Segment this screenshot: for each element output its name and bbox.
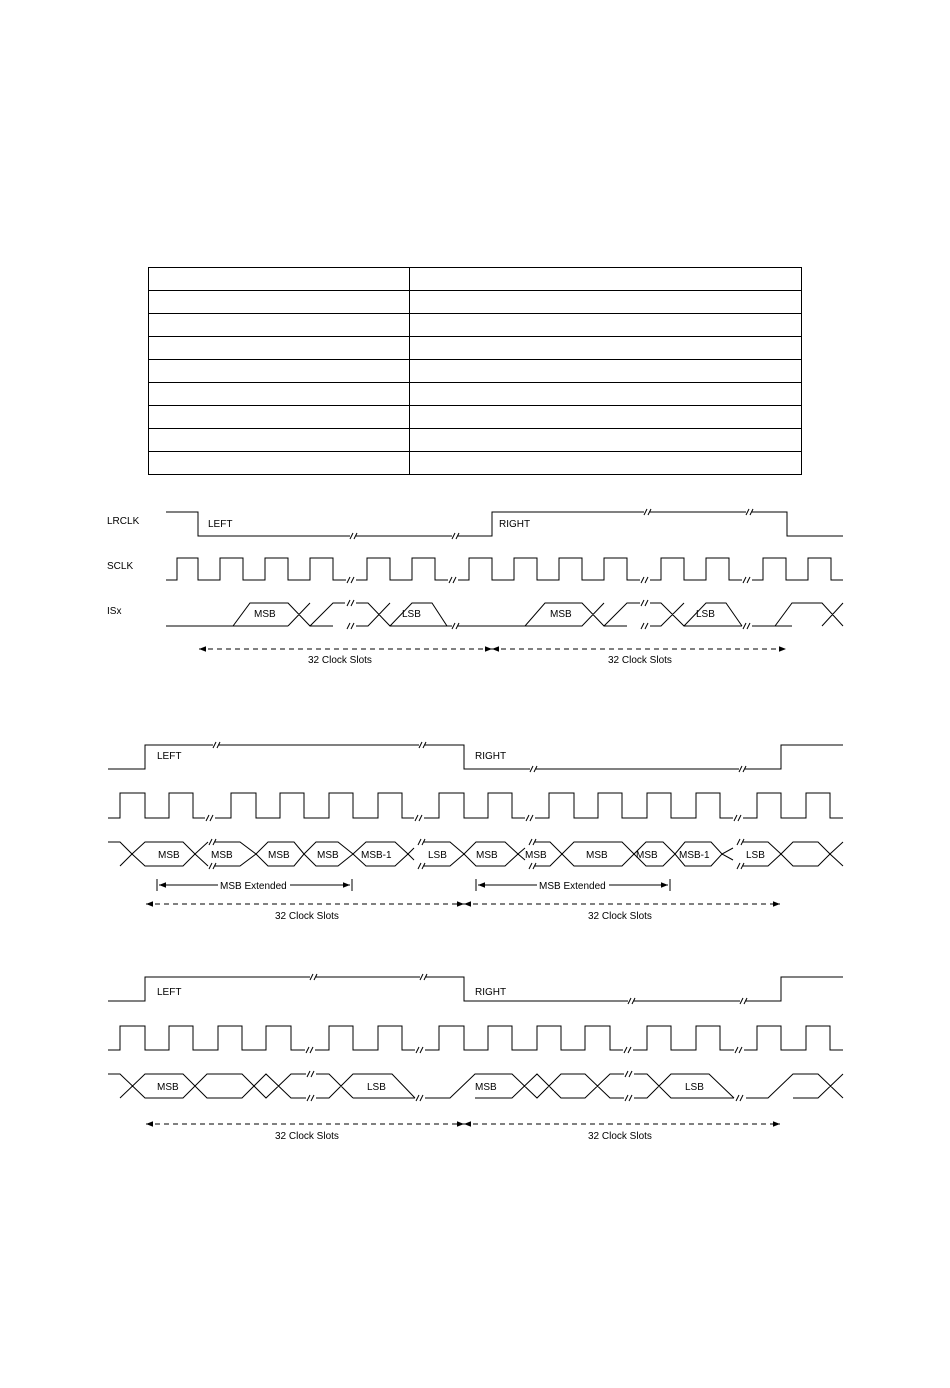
d2-left-data-5: LSB bbox=[428, 850, 447, 861]
d2-right-data-2: MSB bbox=[586, 850, 608, 861]
d3-left-msb: MSB bbox=[157, 1082, 179, 1093]
d3-left-label: LEFT bbox=[157, 987, 182, 998]
diagram-3 bbox=[108, 974, 843, 1142]
d2-left-span-label: 32 Clock Slots bbox=[275, 911, 339, 922]
d1-left-msb: MSB bbox=[254, 609, 276, 620]
d3-left-span-label: 32 Clock Slots bbox=[275, 1131, 339, 1142]
lrclk-left-label: LEFT bbox=[208, 519, 233, 530]
d3-right-lsb: LSB bbox=[685, 1082, 704, 1093]
d3-right-msb: MSB bbox=[475, 1082, 497, 1093]
d2-right-data-0: MSB bbox=[476, 850, 498, 861]
sclk-label: SCLK bbox=[107, 561, 134, 572]
d2-left-data-2: MSB bbox=[268, 850, 290, 861]
d2-right-label: RIGHT bbox=[475, 751, 507, 762]
d2-right-span-label: 32 Clock Slots bbox=[588, 911, 652, 922]
d2-left-data-3: MSB bbox=[317, 850, 339, 861]
d3-right-span-label: 32 Clock Slots bbox=[588, 1131, 652, 1142]
lrclk-break-marks bbox=[350, 509, 753, 539]
lrclk-right-label: RIGHT bbox=[499, 519, 531, 530]
d3-lrclk-break-marks bbox=[310, 974, 747, 1004]
isx-label: ISx bbox=[107, 606, 122, 617]
d1-left-lsb: LSB bbox=[402, 609, 421, 620]
d2-msb-extended-left-label: MSB Extended bbox=[220, 881, 287, 892]
d2-right-data-4: MSB-1 bbox=[679, 850, 710, 861]
d2-left-data-1: MSB bbox=[211, 850, 233, 861]
d3-right-label: RIGHT bbox=[475, 987, 507, 998]
d2-left-data-0: MSB bbox=[158, 850, 180, 861]
d3-left-lsb: LSB bbox=[367, 1082, 386, 1093]
d2-left-label: LEFT bbox=[157, 751, 182, 762]
diagram-2 bbox=[108, 742, 843, 922]
d1-left-span-label: 32 Clock Slots bbox=[308, 655, 372, 666]
d2-msb-extended-right-label: MSB Extended bbox=[539, 881, 606, 892]
sclk-waveform bbox=[166, 558, 843, 580]
d1-right-msb: MSB bbox=[550, 609, 572, 620]
d2-sclk-waveform bbox=[108, 793, 843, 818]
d2-right-data-5: LSB bbox=[746, 850, 765, 861]
d1-right-span-label: 32 Clock Slots bbox=[608, 655, 672, 666]
d2-right-data-3: MSB bbox=[636, 850, 658, 861]
d2-right-data-1: MSB bbox=[525, 850, 547, 861]
d2-left-data-4: MSB-1 bbox=[361, 850, 392, 861]
d1-right-lsb: LSB bbox=[696, 609, 715, 620]
diagram-1 bbox=[107, 509, 843, 666]
d3-sclk-waveform bbox=[108, 1026, 843, 1050]
lrclk-label: LRCLK bbox=[107, 516, 140, 527]
